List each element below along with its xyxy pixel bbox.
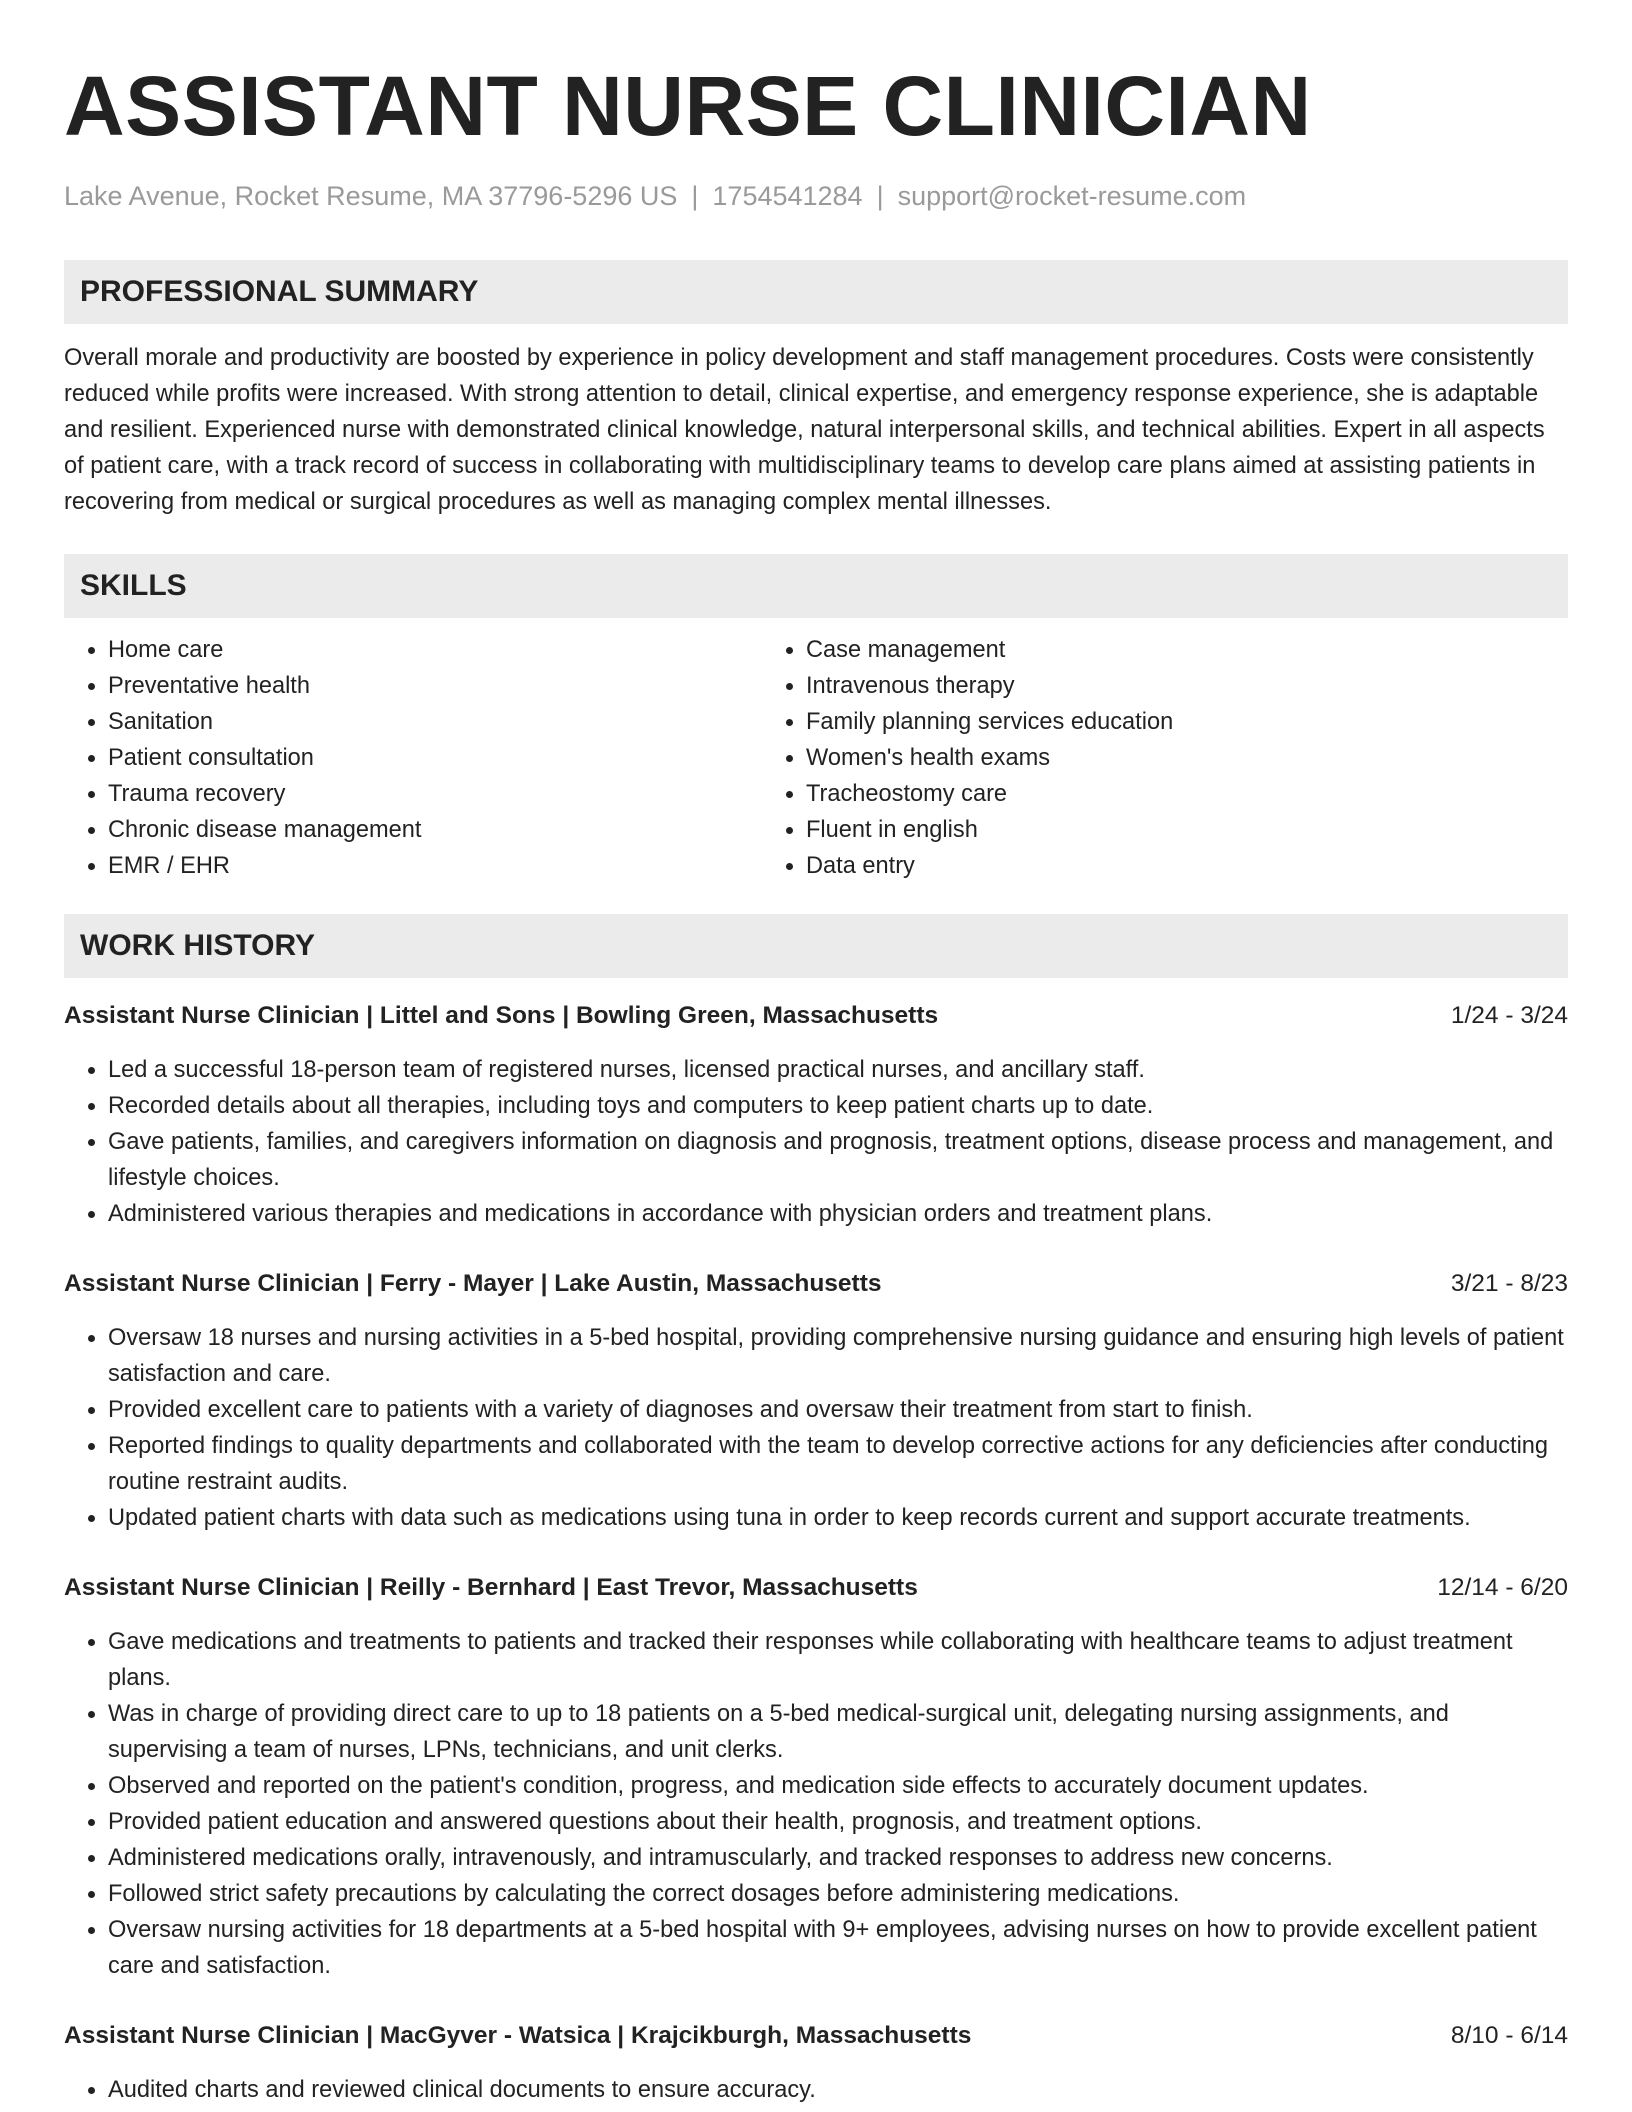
skill-item: • Patient consultation: [108, 740, 762, 776]
skills-column-right: [762, 632, 1462, 884]
contact-line: [64, 176, 1568, 216]
job-header: [64, 998, 1568, 1034]
skill-item: • Home care: [108, 632, 762, 668]
section-heading-summary: PROFESSIONAL SUMMARY: [64, 260, 1568, 324]
job-header: [64, 1266, 1568, 1302]
job-bullet: • Audited charts and reviewed clinical documents to ensure accuracy.: [108, 2072, 1568, 2108]
skill-item: • Chronic disease management: [108, 812, 762, 848]
skill-item: • Case management: [806, 632, 1462, 668]
contact-address: Lake Avenue, Rocket Resume, MA 37796-5296 US: [64, 181, 678, 211]
skill-item: • Trauma recovery: [108, 776, 762, 812]
job-bullet: • Recorded details about all therapies, including toys and computers to keep patient charts up to date.: [108, 1088, 1568, 1124]
job-title: Assistant Nurse Clinician | MacGyver - Watsica | Krajcikburgh, Massachusetts: [64, 2022, 972, 2049]
job-dates: 1/24 - 3/24: [1450, 1002, 1568, 1029]
section-heading-work-history: WORK HISTORY: [64, 914, 1568, 978]
job-bullet: • Led a successful 18-person team of registered nurses, licensed practical nurses, and ancillary staff.: [108, 1052, 1568, 1088]
job-bullet: • Provided patient education and answered questions about their health, prognosis, and treatment options.: [108, 1804, 1568, 1840]
job-header: [64, 2018, 1568, 2054]
skill-item: • Fluent in english: [806, 812, 1462, 848]
skill-item: • Intravenous therapy: [806, 668, 1462, 704]
skill-item: • Tracheostomy care: [806, 776, 1462, 812]
job-bullet: • Observed and reported on the patient's condition, progress, and medication side effects to accurately document updates.: [108, 1768, 1568, 1804]
job-bullet: • Gave medications and treatments to patients and tracked their responses while collaborating with healthcare teams to adjust treatment plans.: [108, 1624, 1568, 1696]
skills-column-left: [64, 632, 762, 884]
job-dates: 8/10 - 6/14: [1450, 2022, 1568, 2049]
skill-item: • Preventative health: [108, 668, 762, 704]
job-bullet: • Oversaw nursing activities for 18 departments at a 5-bed hospital with 9+ employees, advising nurses on how to provide excellent patient care and satisfaction.: [108, 1912, 1568, 1984]
candidate-name: ASSISTANT NURSE CLINICIAN: [64, 59, 1312, 153]
contact-separator: |: [876, 181, 884, 211]
job-bullet: • Oversaw 18 nurses and nursing activities in a 5-bed hospital, providing comprehensive nursing guidance and ensuring high levels of patient satisfaction and care.: [108, 1320, 1568, 1392]
skill-item: • EMR / EHR: [108, 848, 762, 884]
skills-list: [64, 632, 1568, 884]
job-title: Assistant Nurse Clinician | Reilly - Bernhard | East Trevor, Massachusetts: [64, 1574, 918, 1601]
contact-separator: |: [691, 181, 699, 211]
skill-item: • Sanitation: [108, 704, 762, 740]
job-bullet: • Updated patient charts with data such as medications using tuna in order to keep records current and support accurate treatments.: [108, 1500, 1568, 1536]
contact-email: support@rocket-resume.com: [897, 181, 1247, 211]
skill-item: • Women's health exams: [806, 740, 1462, 776]
job-title: Assistant Nurse Clinician | Ferry - Mayer | Lake Austin, Massachusetts: [64, 1270, 882, 1297]
job-entry: [64, 998, 1568, 1232]
section-heading-skills: SKILLS: [64, 554, 1568, 618]
job-bullet: • Provided excellent care to patients with a variety of diagnoses and oversaw their treatment from start to finish.: [108, 1392, 1568, 1428]
job-bullets: [64, 1624, 1568, 1984]
job-entry: [64, 1570, 1568, 1984]
job-bullet: • Followed strict safety precautions by calculating the correct dosages before administering medications.: [108, 1876, 1568, 1912]
job-bullet: • Administered various therapies and medications in accordance with physician orders and treatment plans.: [108, 1196, 1568, 1232]
job-title: Assistant Nurse Clinician | Littel and Sons | Bowling Green, Massachusetts: [64, 1002, 939, 1029]
skill-item: • Family planning services education: [806, 704, 1462, 740]
contact-phone: 1754541284: [712, 181, 863, 211]
job-bullets: [64, 1052, 1568, 1232]
job-entry: [64, 2018, 1568, 2108]
job-bullet: • Administered medications orally, intravenously, and intramuscularly, and tracked responses to address new concerns.: [108, 1840, 1568, 1876]
job-bullet: • Gave patients, families, and caregivers information on diagnosis and prognosis, treatment options, disease process and management, and lifestyle choices.: [108, 1124, 1568, 1196]
job-bullets: [64, 2072, 1568, 2108]
job-entry: [64, 1266, 1568, 1536]
job-dates: 3/21 - 8/23: [1450, 1270, 1568, 1297]
job-dates: 12/14 - 6/20: [1437, 1574, 1568, 1601]
job-bullet: • Reported findings to quality departments and collaborated with the team to develop corrective actions for any deficiencies after conducting routine restraint audits.: [108, 1428, 1568, 1500]
job-bullet: • Was in charge of providing direct care to up to 18 patients on a 5-bed medical-surgical unit, delegating nursing assignments, and supervising a team of nurses, LPNs, technicians, and unit clerks.: [108, 1696, 1568, 1768]
skill-item: • Data entry: [806, 848, 1462, 884]
summary-text: Overall morale and productivity are boosted by experience in policy development and staff management procedures. Costs were consistently reduced while profits were increased. With strong attention to detail, clinical expertise, and emergency response experience, she is adaptable and resilient. Experienced nurse with demonstrated clinical knowledge, natural interpersonal skills, and technical abilities. Expert in all aspects of patient care, with a track record of success in collaborating with multidisciplinary teams to develop care plans aimed at assisting patients in recovering from medical or surgical procedures as well as managing complex mental illnesses.: [64, 345, 1545, 515]
job-bullets: [64, 1320, 1568, 1536]
job-header: [64, 1570, 1568, 1606]
